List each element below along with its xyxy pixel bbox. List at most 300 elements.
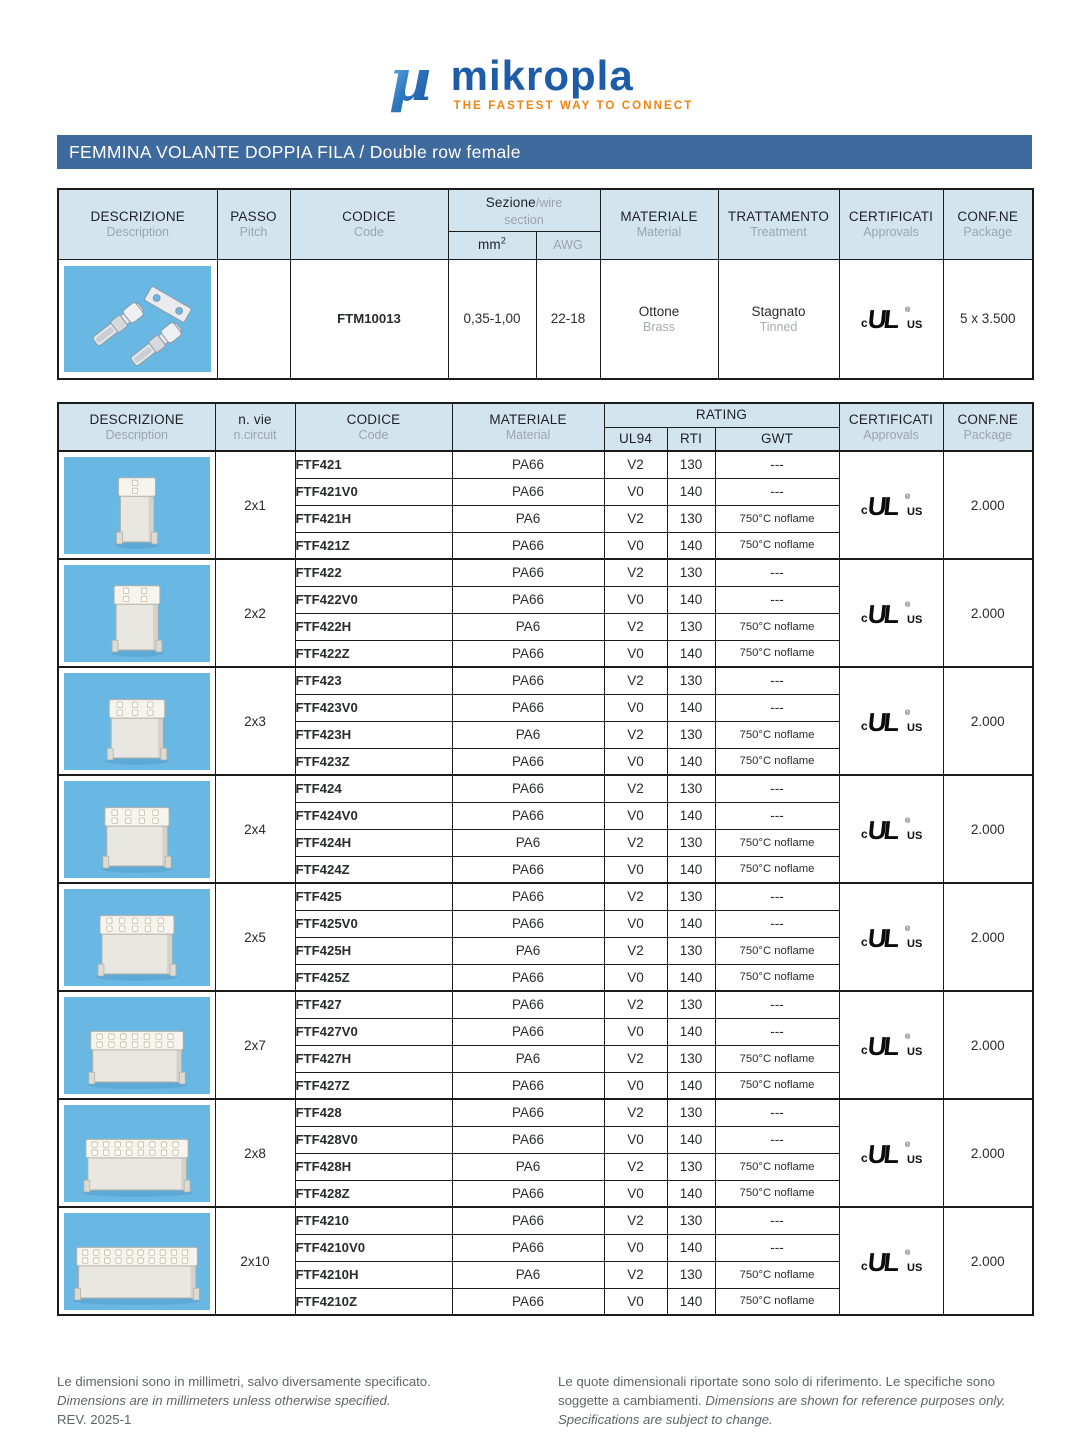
svg-text:US: US	[907, 319, 923, 332]
svg-text:US: US	[907, 613, 923, 626]
col-header-certificati: CERTIFICATI Approvals	[839, 403, 943, 451]
ul94-cell: V0	[604, 1180, 667, 1207]
svg-text:UL: UL	[866, 922, 899, 953]
ul94-cell: V0	[604, 1126, 667, 1153]
rti-cell: 130	[667, 505, 715, 532]
svg-text:c: c	[861, 1150, 868, 1165]
svg-text:US: US	[907, 721, 923, 734]
part-code-cell: FTF423Z	[295, 748, 452, 775]
certification-cell	[839, 259, 943, 379]
part-code-cell: FTF427Z	[295, 1072, 452, 1099]
rti-cell: 140	[667, 910, 715, 937]
material-cell: PA66	[452, 532, 604, 559]
footer-right	[558, 1372, 1032, 1429]
certification-cell	[839, 559, 943, 667]
housing-photo	[64, 673, 210, 770]
rti-cell: 130	[667, 721, 715, 748]
part-code-cell: FTF4210Z	[295, 1288, 452, 1315]
brand-tagline: THE FASTEST WAY TO CONNECT	[453, 100, 694, 112]
part-code-cell: FTF428H	[295, 1153, 452, 1180]
gwt-cell: 750°C noflame	[715, 1072, 839, 1099]
rti-cell: 140	[667, 478, 715, 505]
footer-note-it: Le dimensioni sono in millimetri, salvo diversamente specificato.	[57, 1374, 431, 1389]
part-code-cell: FTF424	[295, 775, 452, 802]
housing-table-body	[58, 451, 1033, 1315]
part-code-cell: FTF425V0	[295, 910, 452, 937]
ul94-cell: V2	[604, 991, 667, 1018]
treatment-cell: Stagnato Tinned	[718, 259, 839, 379]
page-title: FEMMINA VOLANTE DOPPIA FILA / Double row female	[57, 135, 1032, 169]
part-code-cell: FTF421V0	[295, 478, 452, 505]
ul94-cell: V0	[604, 1288, 667, 1315]
housing-photo	[64, 889, 210, 986]
n-vie-cell: 2x7	[215, 991, 295, 1099]
gwt-cell: ---	[715, 1234, 839, 1261]
material-cell: PA66	[452, 586, 604, 613]
material-cell: PA6	[452, 1045, 604, 1072]
certification-cell	[839, 667, 943, 775]
package-cell: 2.000	[943, 775, 1033, 883]
page-footer	[57, 1372, 1032, 1429]
part-code-cell: FTF427H	[295, 1045, 452, 1072]
ul94-cell: V2	[604, 721, 667, 748]
certification-cell	[839, 451, 943, 559]
housing-row	[58, 451, 1033, 478]
footer-disclaimer-en: Dimensions are shown for reference purposes only. Specifications are subject to change.	[558, 1393, 1006, 1427]
cULus-mark-icon	[858, 594, 924, 630]
part-code-cell: FTF427V0	[295, 1018, 452, 1045]
rti-cell: 130	[667, 667, 715, 694]
cULus-mark-icon	[858, 918, 924, 954]
svg-text:µ: µ	[388, 48, 432, 114]
certification-cell	[839, 1099, 943, 1207]
gwt-cell: 750°C noflame	[715, 748, 839, 775]
col-header-rating: RATING	[604, 403, 839, 427]
gwt-cell: ---	[715, 667, 839, 694]
part-code-cell: FTF428V0	[295, 1126, 452, 1153]
svg-text:UL: UL	[866, 706, 899, 737]
package-cell: 2.000	[943, 1099, 1033, 1207]
housing-row	[58, 883, 1033, 910]
ul94-cell: V0	[604, 964, 667, 991]
rti-cell: 130	[667, 1261, 715, 1288]
svg-text:c: c	[861, 502, 868, 517]
material-cell: PA6	[452, 1261, 604, 1288]
part-code-cell: FTF421Z	[295, 532, 452, 559]
part-code-cell: FTF428	[295, 1099, 452, 1126]
gwt-cell: 750°C noflame	[715, 1045, 839, 1072]
part-code-cell: FTF422	[295, 559, 452, 586]
material-cell: PA6	[452, 721, 604, 748]
material-cell: PA66	[452, 910, 604, 937]
package-cell: 5 x 3.500	[943, 259, 1033, 379]
material-cell: PA6	[452, 613, 604, 640]
gwt-cell: ---	[715, 1126, 839, 1153]
gwt-cell: 750°C noflame	[715, 856, 839, 883]
svg-text:®: ®	[905, 307, 911, 315]
package-cell: 2.000	[943, 451, 1033, 559]
rti-cell: 130	[667, 1099, 715, 1126]
rti-cell: 140	[667, 1018, 715, 1045]
material-cell: PA66	[452, 559, 604, 586]
housing-row	[58, 559, 1033, 586]
svg-text:®: ®	[905, 709, 911, 717]
col-header-descrizione: DESCRIZIONE Description	[58, 189, 217, 259]
rti-cell: 140	[667, 856, 715, 883]
svg-text:®: ®	[905, 817, 911, 825]
housing-photo	[64, 1213, 210, 1310]
mu-logo-icon	[387, 48, 441, 118]
certification-cell	[839, 775, 943, 883]
part-code-cell: FTF424V0	[295, 802, 452, 829]
col-header-materiale: MATERIALE Material	[452, 403, 604, 451]
part-code-cell: FTF422V0	[295, 586, 452, 613]
n-vie-cell: 2x3	[215, 667, 295, 775]
footer-left	[57, 1372, 525, 1429]
material-cell: PA66	[452, 1126, 604, 1153]
rti-cell: 140	[667, 1234, 715, 1261]
col-header-codice: CODICE Code	[295, 403, 452, 451]
gwt-cell: ---	[715, 883, 839, 910]
svg-text:UL: UL	[866, 1246, 899, 1277]
certification-cell	[839, 883, 943, 991]
passo-cell	[217, 259, 290, 379]
ul94-cell: V2	[604, 829, 667, 856]
housing-row	[58, 667, 1033, 694]
ul94-cell: V2	[604, 559, 667, 586]
gwt-cell: ---	[715, 559, 839, 586]
terminal-table	[57, 188, 1034, 380]
gwt-cell: 750°C noflame	[715, 613, 839, 640]
rti-cell: 140	[667, 1288, 715, 1315]
material-cell: PA66	[452, 802, 604, 829]
col-header-certificati: CERTIFICATI Approvals	[839, 189, 943, 259]
ul94-cell: V2	[604, 667, 667, 694]
part-code-cell: FTF423V0	[295, 694, 452, 721]
rti-cell: 130	[667, 1153, 715, 1180]
ul94-cell: V0	[604, 640, 667, 667]
svg-text:c: c	[861, 1042, 868, 1057]
ul94-cell: V0	[604, 586, 667, 613]
material-cell: PA66	[452, 1099, 604, 1126]
svg-text:®: ®	[905, 493, 911, 501]
gwt-cell: 750°C noflame	[715, 829, 839, 856]
cULus-mark-icon	[858, 486, 924, 522]
rti-cell: 130	[667, 937, 715, 964]
housing-photo-cell	[58, 1099, 215, 1207]
gwt-cell: ---	[715, 802, 839, 829]
part-code-cell: FTF4210H	[295, 1261, 452, 1288]
material-cell: PA66	[452, 667, 604, 694]
ul94-cell: V2	[604, 505, 667, 532]
housing-photo-cell	[58, 1207, 215, 1315]
col-header-sezione: Sezione/wire section	[448, 189, 600, 231]
rti-cell: 140	[667, 1180, 715, 1207]
gwt-cell: ---	[715, 478, 839, 505]
material-cell: PA66	[452, 1018, 604, 1045]
gwt-cell: 750°C noflame	[715, 1261, 839, 1288]
part-code-cell: FTM10013	[290, 259, 448, 379]
gwt-cell: 750°C noflame	[715, 505, 839, 532]
svg-text:®: ®	[905, 925, 911, 933]
material-cell: PA6	[452, 829, 604, 856]
cULus-mark-icon	[858, 1026, 924, 1062]
n-vie-cell: 2x8	[215, 1099, 295, 1207]
material-cell: PA66	[452, 856, 604, 883]
gwt-cell: ---	[715, 694, 839, 721]
footer-disclaimer-it: Le quote dimensionali riportate sono solo di riferimento. Le specifiche sono soggette a cambiamenti.	[558, 1374, 995, 1408]
svg-text:UL: UL	[866, 814, 899, 845]
ul94-cell: V0	[604, 1072, 667, 1099]
footer-note-en: Dimensions are in millimeters unless otherwise specified.	[57, 1393, 391, 1408]
n-vie-cell: 2x5	[215, 883, 295, 991]
ul94-cell: V2	[604, 613, 667, 640]
part-code-cell: FTF422Z	[295, 640, 452, 667]
part-code-cell: FTF425H	[295, 937, 452, 964]
rti-cell: 130	[667, 1207, 715, 1234]
rti-cell: 130	[667, 829, 715, 856]
housing-photo	[64, 781, 210, 878]
col-header-confne: CONF.NE Package	[943, 403, 1033, 451]
rti-cell: 140	[667, 748, 715, 775]
material-cell: PA6	[452, 1153, 604, 1180]
gwt-cell: 750°C noflame	[715, 1180, 839, 1207]
material-cell: PA6	[452, 505, 604, 532]
cULus-mark-icon	[858, 299, 924, 335]
part-code-cell: FTF423H	[295, 721, 452, 748]
svg-text:®: ®	[905, 601, 911, 609]
brand-name: mikropla	[450, 52, 634, 99]
material-cell: PA66	[452, 775, 604, 802]
rti-cell: 130	[667, 451, 715, 478]
material-cell: PA66	[452, 1180, 604, 1207]
housing-row	[58, 991, 1033, 1018]
part-code-cell: FTF4210	[295, 1207, 452, 1234]
svg-text:UL: UL	[866, 1138, 899, 1169]
ul94-cell: V0	[604, 1018, 667, 1045]
col-header-ul94: UL94	[604, 427, 667, 451]
rti-cell: 130	[667, 1045, 715, 1072]
material-cell: PA66	[452, 748, 604, 775]
material-cell: PA66	[452, 478, 604, 505]
terminal-photo	[64, 266, 211, 372]
col-header-confne: CONF.NE Package	[943, 189, 1033, 259]
svg-text:c: c	[861, 826, 868, 841]
gwt-cell: 750°C noflame	[715, 937, 839, 964]
cULus-mark-icon	[858, 1242, 924, 1278]
part-code-cell: FTF421H	[295, 505, 452, 532]
ul94-cell: V0	[604, 910, 667, 937]
col-header-gwt: GWT	[715, 427, 839, 451]
housing-photo	[64, 457, 210, 554]
part-code-cell: FTF424Z	[295, 856, 452, 883]
gwt-cell: 750°C noflame	[715, 532, 839, 559]
svg-text:US: US	[907, 1261, 923, 1274]
housing-photo	[64, 565, 210, 662]
svg-text:®: ®	[905, 1249, 911, 1257]
rti-cell: 140	[667, 802, 715, 829]
svg-text:US: US	[907, 1045, 923, 1058]
col-header-nvie: n. vie n.circuit	[215, 403, 295, 451]
material-cell: PA66	[452, 694, 604, 721]
certification-cell	[839, 991, 943, 1099]
svg-text:c: c	[861, 610, 868, 625]
svg-text:US: US	[907, 1153, 923, 1166]
svg-text:c: c	[861, 934, 868, 949]
svg-text:UL: UL	[866, 490, 899, 521]
rti-cell: 130	[667, 883, 715, 910]
ul94-cell: V0	[604, 802, 667, 829]
material-cell: PA66	[452, 964, 604, 991]
part-code-cell: FTF424H	[295, 829, 452, 856]
material-cell: PA66	[452, 1234, 604, 1261]
ul94-cell: V2	[604, 1153, 667, 1180]
rti-cell: 130	[667, 559, 715, 586]
cULus-mark-icon	[858, 702, 924, 738]
part-code-cell: FTF421	[295, 451, 452, 478]
housing-row	[58, 1099, 1033, 1126]
rti-cell: 130	[667, 613, 715, 640]
n-vie-cell: 2x2	[215, 559, 295, 667]
part-code-cell: FTF422H	[295, 613, 452, 640]
housing-photo-cell	[58, 883, 215, 991]
housing-photo-cell	[58, 667, 215, 775]
svg-text:®: ®	[905, 1033, 911, 1041]
col-header-materiale: MATERIALE Material	[600, 189, 718, 259]
part-code-cell: FTF428Z	[295, 1180, 452, 1207]
rti-cell: 140	[667, 1126, 715, 1153]
ul94-cell: V0	[604, 856, 667, 883]
footer-revision: REV. 2025-1	[57, 1412, 132, 1427]
svg-text:UL: UL	[866, 1030, 899, 1061]
ul94-cell: V0	[604, 1234, 667, 1261]
svg-text:UL: UL	[866, 598, 899, 629]
gwt-cell: 750°C noflame	[715, 964, 839, 991]
part-code-cell: FTF425Z	[295, 964, 452, 991]
housing-row	[58, 775, 1033, 802]
gwt-cell: ---	[715, 1207, 839, 1234]
gwt-cell: ---	[715, 1099, 839, 1126]
housing-photo-cell	[58, 991, 215, 1099]
gwt-cell: ---	[715, 991, 839, 1018]
material-cell: PA66	[452, 1072, 604, 1099]
material-cell: PA66	[452, 1288, 604, 1315]
ul94-cell: V2	[604, 1099, 667, 1126]
svg-text:c: c	[861, 1258, 868, 1273]
material-cell: PA66	[452, 640, 604, 667]
part-code-cell: FTF4210V0	[295, 1234, 452, 1261]
ul94-cell: V2	[604, 883, 667, 910]
col-header-trattamento: TRATTAMENTO Treatment	[718, 189, 839, 259]
housing-photo	[64, 1105, 210, 1202]
ul94-cell: V0	[604, 694, 667, 721]
package-cell: 2.000	[943, 559, 1033, 667]
housing-photo	[64, 997, 210, 1094]
col-header-rti: RTI	[667, 427, 715, 451]
material-cell: PA66	[452, 451, 604, 478]
housing-row	[58, 1207, 1033, 1234]
part-code-cell: FTF423	[295, 667, 452, 694]
package-cell: 2.000	[943, 883, 1033, 991]
rti-cell: 140	[667, 694, 715, 721]
logo	[0, 0, 1080, 118]
material-cell: PA6	[452, 937, 604, 964]
ul94-cell: V0	[604, 478, 667, 505]
awg-cell: 22-18	[536, 259, 600, 379]
svg-text:US: US	[907, 829, 923, 842]
col-header-awg: AWG	[536, 231, 600, 259]
gwt-cell: 750°C noflame	[715, 1153, 839, 1180]
ul94-cell: V0	[604, 748, 667, 775]
gwt-cell: 750°C noflame	[715, 1288, 839, 1315]
part-code-cell: FTF427	[295, 991, 452, 1018]
housing-table	[57, 402, 1034, 1316]
gwt-cell: 750°C noflame	[715, 721, 839, 748]
terminal-row	[58, 259, 1033, 379]
rti-cell: 140	[667, 532, 715, 559]
package-cell: 2.000	[943, 1207, 1033, 1315]
rti-cell: 130	[667, 991, 715, 1018]
package-cell: 2.000	[943, 667, 1033, 775]
rti-cell: 140	[667, 1072, 715, 1099]
ul94-cell: V0	[604, 532, 667, 559]
ul94-cell: V2	[604, 937, 667, 964]
material-cell: PA66	[452, 1207, 604, 1234]
mm2-cell: 0,35-1,00	[448, 259, 536, 379]
gwt-cell: ---	[715, 910, 839, 937]
rti-cell: 140	[667, 640, 715, 667]
part-code-cell: FTF425	[295, 883, 452, 910]
material-cell: Ottone Brass	[600, 259, 718, 379]
col-header-codice: CODICE Code	[290, 189, 448, 259]
gwt-cell: ---	[715, 451, 839, 478]
terminal-photo-cell	[58, 259, 217, 379]
rti-cell: 140	[667, 586, 715, 613]
col-header-mm2: $mm^2$	[448, 231, 536, 259]
svg-text:®: ®	[905, 1141, 911, 1149]
housing-photo-cell	[58, 775, 215, 883]
svg-text:c: c	[861, 316, 868, 331]
n-vie-cell: 2x10	[215, 1207, 295, 1315]
housing-photo-cell	[58, 559, 215, 667]
cULus-mark-icon	[858, 1134, 924, 1170]
cULus-mark-icon	[858, 810, 924, 846]
col-header-passo: PASSO Pitch	[217, 189, 290, 259]
svg-text:UL: UL	[866, 304, 899, 335]
rti-cell: 130	[667, 775, 715, 802]
svg-text:US: US	[907, 937, 923, 950]
gwt-cell: 750°C noflame	[715, 640, 839, 667]
housing-photo-cell	[58, 451, 215, 559]
n-vie-cell: 2x1	[215, 451, 295, 559]
ul94-cell: V2	[604, 451, 667, 478]
ul94-cell: V2	[604, 775, 667, 802]
svg-text:US: US	[907, 505, 923, 518]
col-header-descrizione: DESCRIZIONE Description	[58, 403, 215, 451]
gwt-cell: ---	[715, 586, 839, 613]
ul94-cell: V2	[604, 1207, 667, 1234]
ul94-cell: V2	[604, 1261, 667, 1288]
gwt-cell: ---	[715, 775, 839, 802]
material-cell: PA66	[452, 883, 604, 910]
n-vie-cell: 2x4	[215, 775, 295, 883]
gwt-cell: ---	[715, 1018, 839, 1045]
certification-cell	[839, 1207, 943, 1315]
rti-cell: 140	[667, 964, 715, 991]
svg-text:c: c	[861, 718, 868, 733]
package-cell: 2.000	[943, 991, 1033, 1099]
ul94-cell: V2	[604, 1045, 667, 1072]
